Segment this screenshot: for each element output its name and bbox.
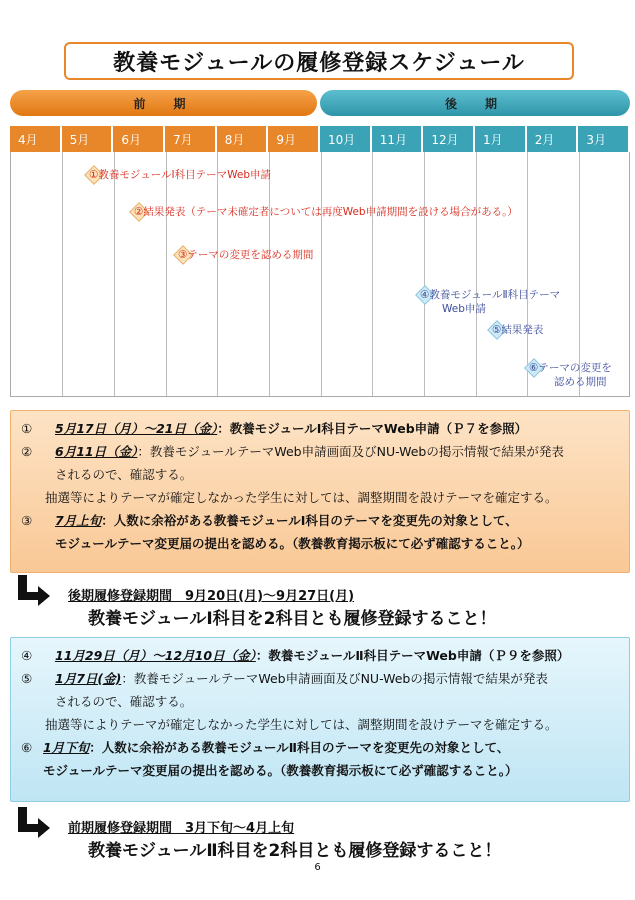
event-6-label-line2: 認める期間 [554,376,607,388]
second-term-bar: 後 期 [320,90,630,116]
note-line [21,644,619,667]
registration-period: 前期履修登録期間 3月下旬～4月上旬 [68,821,295,836]
schedule-grid [10,152,630,397]
month-cell: 6月 [113,126,165,152]
grid-line [321,152,322,396]
note-number: ① [21,421,33,436]
event-4-label-line1: ④教養モジュールⅡ科目テーマ [420,289,561,301]
registration-period: 後期履修登録期間 9月20日(月)～9月27日(月) [68,589,355,604]
note-text: モジュールテーマ変更届の提出を認める。（教養教育掲示板にて必ず確認すること。） [43,763,518,778]
note-line [21,440,619,463]
event-1-label: ①教養モジュールⅠ科目テーマWeb申請 [89,169,271,181]
month-cell: 12月 [423,126,475,152]
event-6-label-line1: ⑥テーマの変更を [529,362,612,374]
note-line [21,736,619,759]
grid-line [114,152,115,396]
note-text: されるので、確認する。 [55,694,193,709]
month-cell: 11月 [372,126,424,152]
note-date: 11月29日（月）～12月10日（金） [55,648,256,663]
event-2-label: ②結果発表（テーマ未確定者については再度Web申請期間を設ける場合がある。） [134,206,518,218]
month-cell: 9月 [268,126,320,152]
month-header-row [10,126,630,152]
month-cell: 2月 [527,126,579,152]
note-line [21,509,619,532]
note-text: ：教養モジュールテーマWeb申請画面及びNU-Webの掲示情報で結果が発表 [137,444,564,459]
first-term-bar: 前 期 [10,90,317,116]
grid-line [424,152,425,396]
note-text: されるので、確認する。 [55,467,193,482]
month-cell: 7月 [165,126,217,152]
grid-line [217,152,218,396]
month-cell: 3月 [578,126,630,152]
note-text: モジュールテーマ変更届の提出を認める。（教養教育掲示板にて必ず確認すること。） [55,536,530,551]
note-date: 7月上旬 [55,513,102,528]
page-number: 6 [314,862,321,873]
grid-line [476,152,477,396]
note-text: ：教養モジュールⅠ科目テーマWeb申請（Ｐ７を参照） [217,421,528,436]
note-date: 1月下旬 [43,740,90,755]
grid-line [62,152,63,396]
note-number: ② [21,444,33,459]
second-term-notes [10,637,630,802]
note-text: ：教養モジュールテーマWeb申請画面及びNU-Webの掲示情報で結果が発表 [121,671,548,686]
first-term-notes [10,410,630,573]
arrow-icon [18,575,48,605]
month-cell: 10月 [320,126,372,152]
note-date: 1月7日(金) [55,671,122,686]
grid-line [166,152,167,396]
event-3-label: ③テーマの変更を認める期間 [178,249,314,261]
registration-notice: 教養モジュールⅠ科目を2科目とも履修登録すること！ [88,609,497,629]
grid-line [269,152,270,396]
arrow-icon [18,807,48,837]
note-text: ：教養モジュールⅡ科目テーマWeb申請（Ｐ９を参照） [255,648,570,663]
note-number: ③ [21,513,33,528]
event-5-label: ⑤結果発表 [492,324,544,336]
month-cell: 5月 [62,126,114,152]
event-4-label-line2: Web申請 [442,303,486,315]
grid-line [372,152,373,396]
note-text: 抽選等によりテーマが確定しなかった学生に対しては、調整期間を設けテーマを確定する。 [45,717,558,732]
note-line [21,667,619,690]
note-date: 6月11日（金） [55,444,138,459]
grid-line [527,152,528,396]
note-number: ⑥ [21,740,33,755]
note-text: ：人数に余裕がある教養モジュールⅡ科目のテーマを変更先の対象として、 [89,740,510,755]
note-line [21,417,619,440]
grid-line [579,152,580,396]
note-text: ：人数に余裕がある教養モジュールⅠ科目のテーマを変更先の対象として、 [101,513,518,528]
month-cell: 8月 [217,126,269,152]
note-text: 抽選等によりテーマが確定しなかった学生に対しては、調整期間を設けテーマを確定する。 [45,490,558,505]
month-cell: 4月 [10,126,62,152]
month-cell: 1月 [475,126,527,152]
note-date: 5月17日（月）～21日（金） [55,421,218,436]
note-number: ⑤ [21,671,33,686]
registration-notice: 教養モジュールⅡ科目を2科目とも履修登録すること！ [88,841,502,861]
page-title: 教養モジュールの履修登録スケジュール [64,42,574,80]
note-number: ④ [21,648,33,663]
